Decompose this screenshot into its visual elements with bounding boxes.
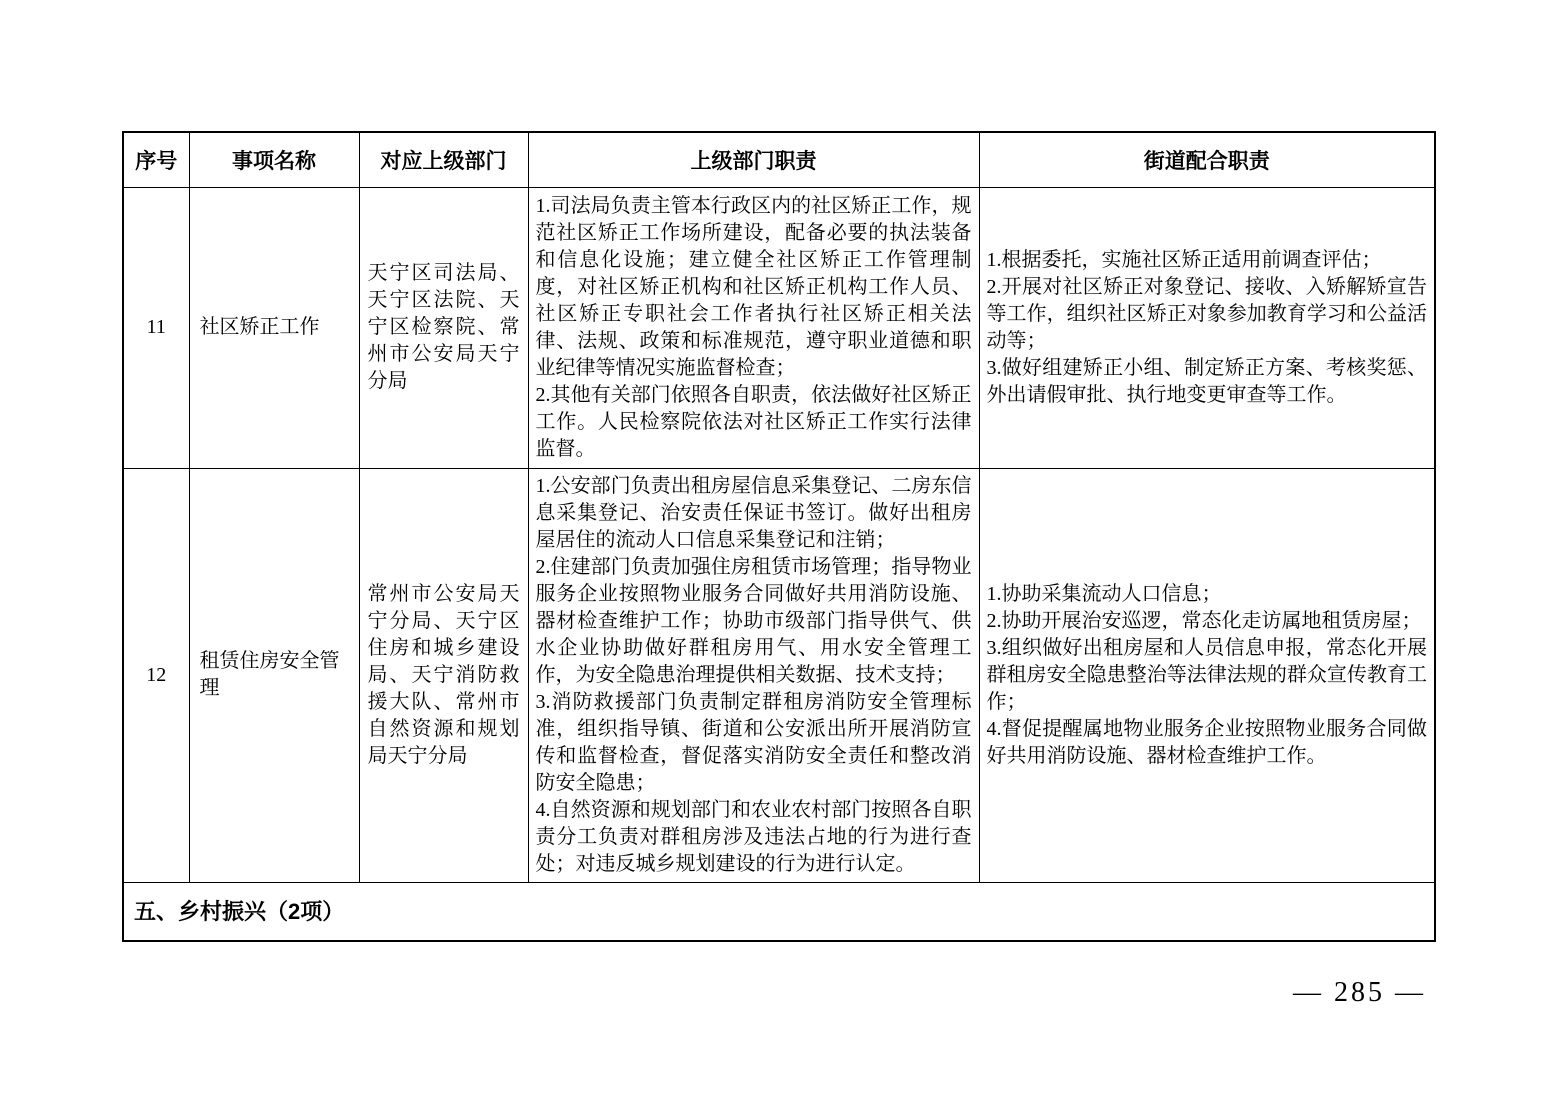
column-header-item-name: 事项名称 — [189, 132, 359, 187]
table-row — [123, 468, 1435, 882]
duty-item: 3.做好组建矫正小组、制定矫正方案、考核奖惩、外出请假审批、执行地变更审查等工作。 — [986, 356, 1427, 406]
duty-item: 2.其他有关部门依照各自职责，依法做好社区矫正工作。人民检察院依法对社区矫正工作实行法律监督。 — [535, 383, 972, 460]
superior-duties-cell — [528, 468, 979, 882]
header-row — [123, 132, 1435, 187]
duty-item: 2.开展对社区矫正对象登记、接收、入矫解矫宣告等工作，组织社区矫正对象参加教育学习和公益活动等； — [986, 275, 1427, 352]
street-duties-cell — [979, 187, 1435, 468]
serial-number-cell: 11 — [123, 187, 189, 468]
superior-departments-cell: 常州市公安局天宁分局、天宁区住房和城乡建设局、天宁消防救援大队、常州市自然资源和规划局天宁分局 — [359, 468, 528, 882]
column-header-superior-department: 对应上级部门 — [359, 132, 528, 187]
duty-item: 3.组织做好出租房屋和人员信息申报，常态化开展群租房安全隐患整治等法律法规的群众宣传教育工作； — [986, 636, 1427, 713]
superior-duties-cell — [528, 187, 979, 468]
superior-departments-cell: 天宁区司法局、天宁区法院、天宁区检察院、常州市公安局天宁分局 — [359, 187, 528, 468]
column-header-serial: 序号 — [123, 132, 189, 187]
duty-item: 1.公安部门负责出租房屋信息采集登记、二房东信息采集登记、治安责任保证书签订。做好出租房屋居住的流动人口信息采集登记和注销； — [535, 474, 972, 551]
duty-item: 2.住建部门负责加强住房租赁市场管理；指导物业服务企业按照物业服务合同做好共用消防设施、器材检查维护工作；协助市级部门指导供气、供水企业协助做好群租房用气、用水安全管理工作，为安全隐患治理提供相关数据、技术支持； — [535, 555, 972, 686]
duty-item: 1.根据委托，实施社区矫正适用前调查评估； — [986, 248, 1382, 271]
duty-item: 1.协助采集流动人口信息； — [986, 582, 1222, 605]
item-name-cell: 租赁住房安全管理 — [189, 468, 359, 882]
serial-number-cell: 12 — [123, 468, 189, 882]
table-row — [123, 187, 1435, 468]
duty-item: 3.消防救援部门负责制定群租房消防安全管理标准，组织指导镇、街道和公安派出所开展消防宣传和监督检查，督促落实消防安全责任和整改消防安全隐患； — [535, 690, 972, 794]
column-header-superior-duties: 上级部门职责 — [528, 132, 979, 187]
item-name-cell: 社区矫正工作 — [189, 187, 359, 468]
duty-item: 1.司法局负责主管本行政区内的社区矫正工作，规范社区矫正工作场所建设，配备必要的执法装备和信息化设施；建立健全社区矫正工作管理制度，对社区矫正机构和社区矫正机构工作人员、社区矫正专职社会工作者执行社区矫正相关法律、法规、政策和标准规范，遵守职业道德和职业纪律等情况实施监督检查； — [535, 194, 972, 379]
duty-item: 2.协助开展治安巡逻，常态化走访属地租赁房屋； — [986, 609, 1422, 632]
duty-matrix-table — [122, 131, 1436, 942]
duty-item: 4.督促提醒属地物业服务企业按照物业服务合同做好共用消防设施、器材检查维护工作。 — [986, 717, 1427, 767]
duty-item: 4.自然资源和规划部门和农业农村部门按照各自职责分工负责对群租房涉及违法占地的行为进行查处；对违反城乡规划建设的行为进行认定。 — [535, 798, 972, 875]
column-header-street-duties: 街道配合职责 — [979, 132, 1435, 187]
section-header-label: 五、乡村振兴（2项） — [123, 882, 1435, 941]
section-header-row — [123, 882, 1435, 941]
street-duties-cell — [979, 468, 1435, 882]
page-number: — 285 — — [1293, 977, 1426, 1008]
